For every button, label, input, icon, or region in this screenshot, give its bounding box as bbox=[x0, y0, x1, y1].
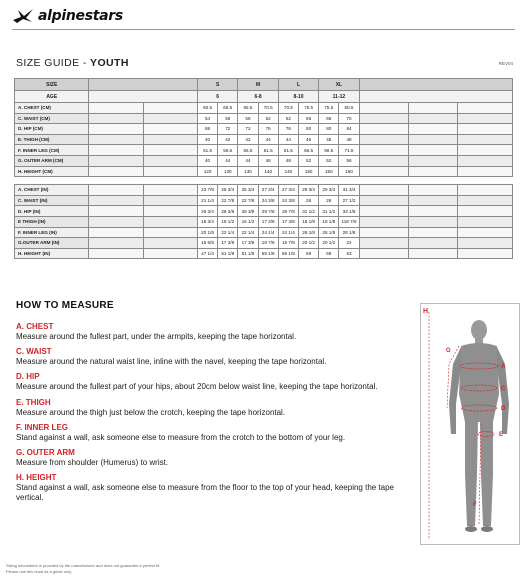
empty-cell bbox=[457, 185, 513, 196]
table-cell: 24 3/8 bbox=[278, 195, 298, 206]
header-divider bbox=[12, 29, 515, 30]
table-cell: 17 3/8 bbox=[258, 216, 278, 227]
empty-cell bbox=[457, 206, 513, 217]
table-cell: 56.5 bbox=[218, 145, 238, 156]
table-cell: 65.5 bbox=[218, 103, 238, 114]
table-cell: 28 1/8 bbox=[339, 227, 359, 238]
table-cell: 22 bbox=[339, 238, 359, 249]
empty-cell bbox=[457, 216, 513, 227]
table-cell: 80.5 bbox=[339, 103, 359, 114]
table-row bbox=[15, 134, 513, 145]
table-cell: 26 1/8 bbox=[299, 227, 319, 238]
table-cell: 40 bbox=[197, 155, 217, 166]
table-cell: 66.5 bbox=[319, 145, 339, 156]
figure-right-foot bbox=[481, 526, 493, 532]
table-cell: 62 bbox=[258, 113, 278, 124]
alpinestars-star-logo-icon bbox=[12, 8, 34, 24]
body-measurement-figure bbox=[421, 304, 521, 546]
measure-step bbox=[16, 448, 396, 468]
table-cell: 20 1/2 bbox=[319, 238, 339, 249]
row-label: H. HEIGHT (CM) bbox=[15, 166, 89, 177]
table-cell: 70.5 bbox=[278, 103, 298, 114]
table-cell: 118 7/8 bbox=[339, 216, 359, 227]
table-cell: 26 bbox=[319, 195, 339, 206]
empty-cell bbox=[359, 91, 512, 103]
table-cell: 75.5 bbox=[299, 103, 319, 114]
empty-cell bbox=[359, 155, 408, 166]
table-cell: 47 1/4 bbox=[197, 248, 217, 259]
table-cell: 56.5 bbox=[238, 145, 258, 156]
empty-cell bbox=[89, 103, 143, 114]
empty-cell bbox=[89, 134, 143, 145]
age-cell: 11-12 bbox=[319, 91, 359, 103]
empty-cell bbox=[143, 216, 197, 227]
table-cell: 42 bbox=[238, 134, 258, 145]
table-cell: 58 bbox=[218, 113, 238, 124]
label-a: A bbox=[501, 364, 506, 370]
table-row bbox=[15, 155, 513, 166]
step-description: Stand against a wall, ask someone else to measure from the crotch to the bottom of your leg. bbox=[16, 432, 346, 442]
empty-cell bbox=[408, 103, 457, 114]
label-h: H bbox=[423, 308, 429, 315]
empty-cell bbox=[359, 248, 408, 259]
empty-cell bbox=[89, 185, 143, 196]
table-cell: 21 1/4 bbox=[197, 195, 217, 206]
table-cell: 42 bbox=[218, 134, 238, 145]
table-cell: 130 bbox=[218, 166, 238, 177]
empty-cell bbox=[359, 206, 408, 217]
table-cell: 61.5 bbox=[258, 145, 278, 156]
table-cell: 28 3/8 bbox=[218, 206, 238, 217]
step-title: A. CHEST bbox=[16, 322, 54, 331]
step-description: Measure around the fullest part of your hips, about 20cm below waist line, keeping the tape horizontal. bbox=[16, 382, 378, 392]
table-cell: 46 bbox=[299, 134, 319, 145]
step-description: Measure around the natural waist line, inline with the navel, keeping the tape horizontal. bbox=[16, 357, 327, 367]
empty-cell bbox=[143, 166, 197, 177]
empty-cell bbox=[359, 113, 408, 124]
table-cell: 150 bbox=[319, 166, 339, 177]
empty-cell bbox=[143, 155, 197, 166]
table-row bbox=[15, 195, 513, 206]
table-cell: 61.5 bbox=[278, 145, 298, 156]
empty-cell bbox=[143, 134, 197, 145]
table-cell: 33 1/8 bbox=[339, 206, 359, 217]
size-header-cell: L bbox=[278, 79, 318, 91]
table-cell: 27 3/4 bbox=[278, 185, 298, 196]
table-cell: 60.5 bbox=[197, 103, 217, 114]
empty-cell bbox=[408, 206, 457, 217]
table-cell: 22 1/4 bbox=[238, 227, 258, 238]
size-header-label: SIZE bbox=[15, 79, 89, 91]
empty-cell bbox=[457, 166, 513, 177]
empty-cell bbox=[359, 79, 512, 91]
age-cell: 6-8 bbox=[238, 91, 278, 103]
row-label: E THIGH (IN) bbox=[15, 216, 89, 227]
table-cell: 51 1/8 bbox=[218, 248, 238, 259]
empty-cell bbox=[143, 124, 197, 135]
empty-cell bbox=[89, 227, 143, 238]
label-f: F bbox=[473, 502, 477, 508]
empty-cell bbox=[143, 103, 197, 114]
empty-cell bbox=[408, 134, 457, 145]
table-cell: 31 3/4 bbox=[339, 185, 359, 196]
empty-cell bbox=[408, 227, 457, 238]
table-cell: 59 bbox=[299, 248, 319, 259]
table-cell: 52 bbox=[319, 155, 339, 166]
table-cell: 44 bbox=[238, 155, 258, 166]
empty-cell bbox=[408, 124, 457, 135]
table-cell: 130 bbox=[238, 166, 258, 177]
empty-cell bbox=[89, 79, 198, 91]
table-cell: 80 bbox=[319, 124, 339, 135]
gap-cell bbox=[15, 177, 513, 185]
empty-cell bbox=[457, 124, 513, 135]
empty-cell bbox=[408, 216, 457, 227]
table-cell: 20 1/8 bbox=[197, 227, 217, 238]
table-cell: 29 7/8 bbox=[258, 206, 278, 217]
table-cell: 150 bbox=[299, 166, 319, 177]
table-cell: 84 bbox=[339, 124, 359, 135]
table-cell: 31 1/2 bbox=[299, 206, 319, 217]
table-cell: 31 1/2 bbox=[319, 206, 339, 217]
empty-cell bbox=[457, 227, 513, 238]
row-label: F. INNER LEG (CM) bbox=[15, 145, 89, 156]
table-cell: 76 bbox=[258, 124, 278, 135]
title-category: YOUTH bbox=[90, 57, 129, 69]
table-gap bbox=[15, 177, 513, 185]
table-cell: 16 1/2 bbox=[218, 216, 238, 227]
table-cell: 25 3/4 bbox=[218, 185, 238, 196]
table-cell: 28 3/8 bbox=[238, 206, 258, 217]
table-cell: 72 bbox=[238, 124, 258, 135]
body-figure-panel bbox=[420, 303, 520, 545]
label-g: G bbox=[446, 348, 451, 354]
empty-cell bbox=[457, 103, 513, 114]
empty-cell bbox=[89, 238, 143, 249]
table-cell: 120 bbox=[197, 166, 217, 177]
table-cell: 22 7/8 bbox=[218, 195, 238, 206]
empty-cell bbox=[89, 113, 143, 124]
step-description: Measure around the thigh just below the crotch, keeping the tape horizontal. bbox=[16, 407, 286, 417]
table-cell: 25 3/4 bbox=[238, 185, 258, 196]
empty-cell bbox=[457, 113, 513, 124]
empty-cell bbox=[408, 145, 457, 156]
row-label: G.OUTER ARM (IN) bbox=[15, 238, 89, 249]
empty-cell bbox=[408, 248, 457, 259]
revision-code: REV04 bbox=[498, 61, 513, 66]
table-cell: 48 bbox=[339, 134, 359, 145]
age-row bbox=[15, 91, 513, 103]
table-cell: 65.5 bbox=[238, 103, 258, 114]
empty-cell bbox=[457, 134, 513, 145]
table-cell: 75.5 bbox=[319, 103, 339, 114]
size-header-cell: XL bbox=[319, 79, 359, 91]
brand-logo bbox=[12, 6, 162, 28]
age-cell: 6 bbox=[197, 91, 237, 103]
table-cell: 52 bbox=[299, 155, 319, 166]
table-cell: 29 3/4 bbox=[299, 185, 319, 196]
empty-cell bbox=[408, 113, 457, 124]
table-row bbox=[15, 145, 513, 156]
table-row bbox=[15, 166, 513, 177]
empty-cell bbox=[457, 238, 513, 249]
table-cell: 17 3/8 bbox=[218, 238, 238, 249]
empty-cell bbox=[408, 195, 457, 206]
empty-cell bbox=[143, 206, 197, 217]
table-cell: 27 3/4 bbox=[258, 185, 278, 196]
table-cell: 58 bbox=[238, 113, 258, 124]
footer-line-1: Sizing information is provided by the manufacturer and does not guarantee a perfect fit. bbox=[6, 563, 161, 568]
empty-cell bbox=[457, 195, 513, 206]
empty-cell bbox=[143, 185, 197, 196]
table-cell: 44 bbox=[258, 134, 278, 145]
table-cell: 46 bbox=[319, 134, 339, 145]
step-title: G. OUTER ARM bbox=[16, 447, 75, 457]
measure-steps bbox=[16, 322, 396, 508]
empty-cell bbox=[359, 216, 408, 227]
empty-cell bbox=[359, 195, 408, 206]
table-cell: 55 1/8 bbox=[278, 248, 298, 259]
row-label: H. HEIGHT (IN) bbox=[15, 248, 89, 259]
empty-cell bbox=[359, 145, 408, 156]
empty-cell bbox=[89, 145, 143, 156]
row-label: E. THIGH (CM) bbox=[15, 134, 89, 145]
empty-cell bbox=[408, 155, 457, 166]
title-prefix: SIZE GUIDE - bbox=[16, 57, 91, 69]
label-d: D bbox=[501, 406, 506, 412]
empty-cell bbox=[143, 248, 197, 259]
empty-cell bbox=[89, 248, 143, 259]
table-cell: 56 bbox=[339, 155, 359, 166]
empty-cell bbox=[359, 185, 408, 196]
step-title: H. HEIGHT bbox=[16, 473, 57, 483]
table-row bbox=[15, 206, 513, 217]
table-cell: 140 bbox=[278, 166, 298, 177]
footer-line-2: Please use this chart as a guide only. bbox=[6, 568, 72, 574]
table-cell: 48 bbox=[258, 155, 278, 166]
table-cell: 26 1/8 bbox=[319, 227, 339, 238]
size-header-cell: M bbox=[238, 79, 278, 91]
table-cell: 48 bbox=[278, 155, 298, 166]
footer-disclaimer bbox=[6, 563, 160, 574]
table-cell: 51.5 bbox=[197, 145, 217, 156]
table-cell: 70.5 bbox=[258, 103, 278, 114]
empty-cell bbox=[89, 91, 198, 103]
step-title: D. HIP bbox=[16, 372, 40, 382]
table-cell: 44 bbox=[278, 134, 298, 145]
table-row bbox=[15, 103, 513, 114]
table-cell: 24 1/4 bbox=[278, 227, 298, 238]
page-title bbox=[16, 57, 129, 69]
row-label: F. INNER LEG (IN) bbox=[15, 227, 89, 238]
empty-cell bbox=[408, 238, 457, 249]
step-description: Stand against a wall, ask someone else to measure from the floor to the top of your head, keeping the tape vertical. bbox=[16, 483, 395, 503]
table-cell: 22 7/8 bbox=[238, 195, 258, 206]
table-row bbox=[15, 216, 513, 227]
table-cell: 140 bbox=[258, 166, 278, 177]
table-cell: 24 3/8 bbox=[258, 195, 278, 206]
empty-cell bbox=[143, 238, 197, 249]
empty-cell bbox=[143, 195, 197, 206]
table-cell: 26 bbox=[299, 195, 319, 206]
step-title: E. THIGH bbox=[16, 397, 51, 407]
empty-cell bbox=[359, 134, 408, 145]
size-table bbox=[14, 78, 513, 259]
table-cell: 71.5 bbox=[339, 145, 359, 156]
table-cell: 51 1/8 bbox=[238, 248, 258, 259]
table-cell: 15 6/8 bbox=[197, 238, 217, 249]
table-cell: 29 7/8 bbox=[278, 206, 298, 217]
table-cell: 44 bbox=[218, 155, 238, 166]
empty-cell bbox=[89, 166, 143, 177]
table-cell: 16 1/2 bbox=[238, 216, 258, 227]
age-label: AGE bbox=[15, 91, 89, 103]
table-cell: 15 3/4 bbox=[197, 216, 217, 227]
figure-left-leg bbox=[465, 420, 478, 526]
how-to-measure-heading: HOW TO MEASURE bbox=[16, 300, 114, 311]
step-description: Measure around the fullest part, under the armpits, keeping the tape horizontal. bbox=[16, 332, 297, 341]
table-cell: 24 1/4 bbox=[258, 227, 278, 238]
empty-cell bbox=[143, 145, 197, 156]
empty-cell bbox=[89, 124, 143, 135]
table-cell: 20 1/2 bbox=[299, 238, 319, 249]
empty-cell bbox=[359, 227, 408, 238]
table-cell: 55 1/8 bbox=[258, 248, 278, 259]
step-title: C. WAIST bbox=[16, 347, 52, 357]
step-title: F. INNER LEG bbox=[16, 422, 69, 432]
label-e: E bbox=[499, 432, 504, 438]
measure-step bbox=[16, 423, 396, 443]
table-row bbox=[15, 113, 513, 124]
size-header-row bbox=[15, 79, 513, 91]
table-cell: 18 1/8 bbox=[299, 216, 319, 227]
empty-cell bbox=[408, 185, 457, 196]
empty-cell bbox=[89, 155, 143, 166]
row-label: D. HIP (CM) bbox=[15, 124, 89, 135]
measure-step bbox=[16, 372, 396, 392]
empty-cell bbox=[143, 227, 197, 238]
table-cell: 54 bbox=[197, 113, 217, 124]
empty-cell bbox=[359, 124, 408, 135]
table-cell: 23 7/8 bbox=[197, 185, 217, 196]
table-cell: 62 bbox=[278, 113, 298, 124]
empty-cell bbox=[89, 216, 143, 227]
age-cell: 8-10 bbox=[278, 91, 318, 103]
table-cell: 18 7/8 bbox=[258, 238, 278, 249]
table-row bbox=[15, 124, 513, 135]
empty-cell bbox=[457, 145, 513, 156]
table-cell: 18 7/8 bbox=[278, 238, 298, 249]
empty-cell bbox=[89, 206, 143, 217]
measure-step bbox=[16, 347, 396, 367]
table-cell: 27 1/2 bbox=[339, 195, 359, 206]
table-cell: 22 1/4 bbox=[218, 227, 238, 238]
measure-step bbox=[16, 473, 396, 503]
empty-cell bbox=[457, 155, 513, 166]
table-cell: 63 bbox=[339, 248, 359, 259]
figure-left-foot bbox=[465, 526, 477, 532]
step-description: Measure from shoulder (Humerus) to wrist. bbox=[16, 457, 169, 467]
measure-step bbox=[16, 322, 396, 342]
empty-cell bbox=[359, 103, 408, 114]
measure-step bbox=[16, 398, 396, 418]
table-cell: 40 bbox=[197, 134, 217, 145]
table-cell: 29 3/4 bbox=[319, 185, 339, 196]
empty-cell bbox=[89, 195, 143, 206]
empty-cell bbox=[359, 238, 408, 249]
empty-cell bbox=[408, 166, 457, 177]
table-cell: 66.5 bbox=[299, 145, 319, 156]
empty-cell bbox=[143, 113, 197, 124]
row-label: C. WAIST (IN) bbox=[15, 195, 89, 206]
table-row bbox=[15, 227, 513, 238]
table-cell: 17 3/8 bbox=[278, 216, 298, 227]
empty-cell bbox=[359, 166, 408, 177]
table-cell: 76 bbox=[278, 124, 298, 135]
table-cell: 59 bbox=[319, 248, 339, 259]
table-cell: 160 bbox=[339, 166, 359, 177]
empty-cell bbox=[457, 248, 513, 259]
figure-head bbox=[471, 320, 487, 340]
table-row bbox=[15, 185, 513, 196]
table-cell: 26 3/4 bbox=[197, 206, 217, 217]
table-cell: 68 bbox=[197, 124, 217, 135]
row-label: C. WAIST (CM) bbox=[15, 113, 89, 124]
row-label: A. CHEST (CM) bbox=[15, 103, 89, 114]
inner-leg-line bbox=[479, 424, 481, 524]
table-cell: 17 3/8 bbox=[238, 238, 258, 249]
table-cell: 80 bbox=[299, 124, 319, 135]
table-row bbox=[15, 238, 513, 249]
table-cell: 70 bbox=[339, 113, 359, 124]
brand-name: alpinestars bbox=[38, 8, 123, 24]
table-row bbox=[15, 248, 513, 259]
label-c: C bbox=[501, 386, 506, 392]
table-cell: 66 bbox=[319, 113, 339, 124]
table-cell: 66 bbox=[299, 113, 319, 124]
row-label: G. OUTER ARM (CM) bbox=[15, 155, 89, 166]
row-label: D. HIP (IN) bbox=[15, 206, 89, 217]
table-cell: 72 bbox=[218, 124, 238, 135]
row-label: A. CHEST (IN) bbox=[15, 185, 89, 196]
size-header-cell: S bbox=[197, 79, 237, 91]
table-cell: 18 1/8 bbox=[319, 216, 339, 227]
